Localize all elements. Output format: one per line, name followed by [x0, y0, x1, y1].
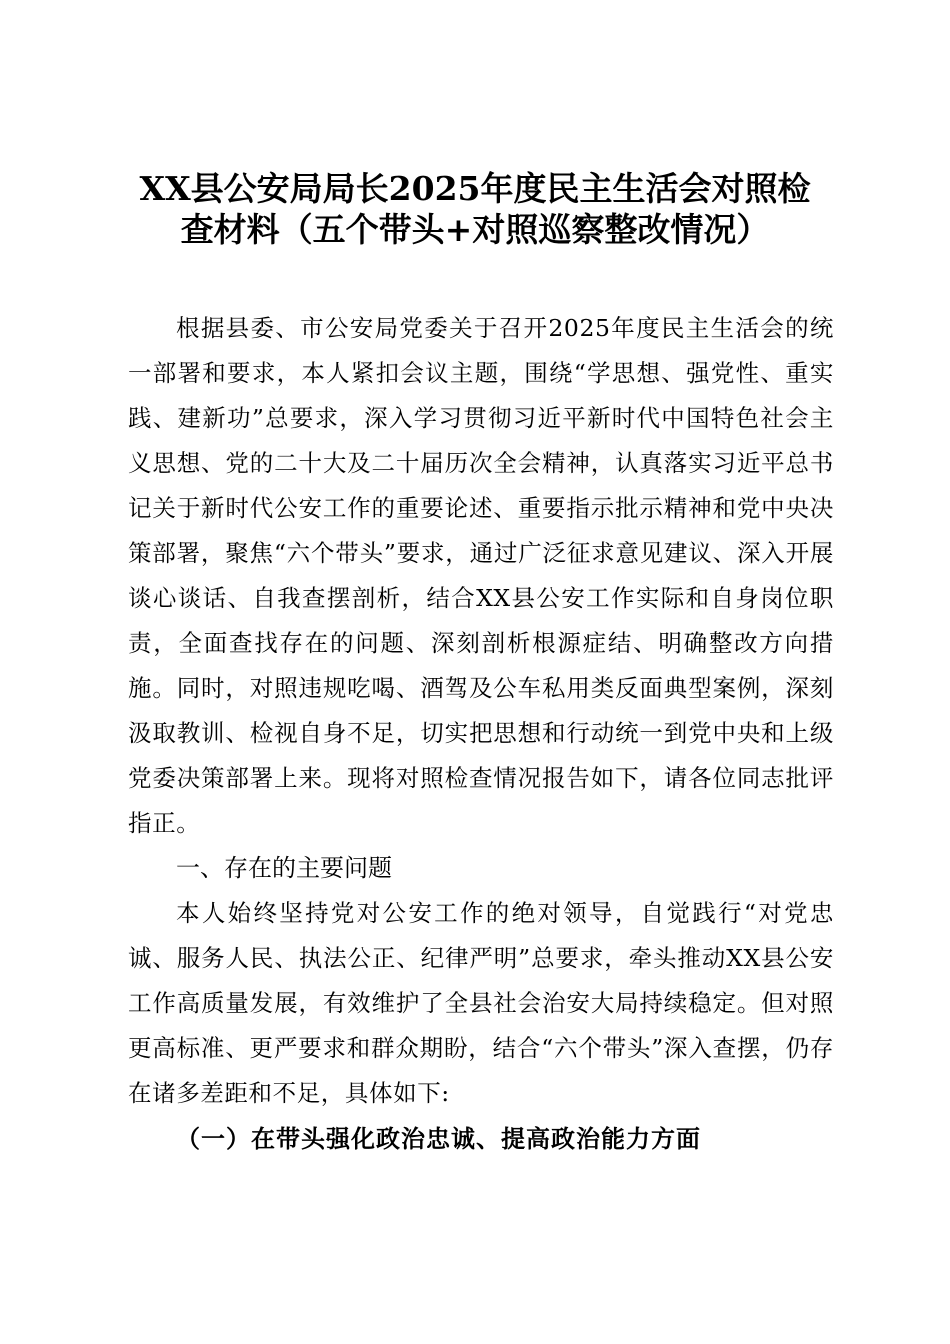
- section-heading-problems: 一、存在的主要问题: [176, 854, 392, 882]
- document-body: [128, 306, 834, 1161]
- subsection-heading-political-loyalty: （一）在带头强化政治忠诚、提高政治能力方面: [176, 1124, 701, 1153]
- document-title: [110, 168, 840, 250]
- section-paragraph-problems: 本人始终坚持党对公安工作的绝对领导，自觉践行“对党忠诚、服务人民、执法公正、纪律严明”总要求，牵头推动XX县公安工作高质量发展，有效维护了全县社会治安大局持续稳定。但对照更高标准、更严要求和群众期盼，结合“六个带头”深入查摆，仍存在诸多差距和不足，具体如下:: [128, 899, 834, 1107]
- intro-paragraph: 根据县委、市公安局党委关于召开2025年度民主生活会的统一部署和要求，本人紧扣会议主题，围绕“学思想、强党性、重实践、建新功”总要求，深入学习贯彻习近平新时代中国特色社会主义思想、党的二十大及二十届历次全会精神，认真落实习近平总书记关于新时代公安工作的重要论述、重要指示批示精神和党中央决策部署，聚焦“六个带头”要求，通过广泛征求意见建议、深入开展谈心谈话、自我查摆剖析，结合XX县公安工作实际和自身岗位职责，全面查找存在的问题、深刻剖析根源症结、明确整改方向措施。同时，对照违规吃喝、酒驾及公车私用类反面典型案例，深刻汲取教训、检视自身不足，切实把思想和行动统一到党中央和上级党委决策部署上来。现将对照检查情况报告如下，请各位同志批评指正。: [128, 314, 834, 837]
- title-line-2: 查材料（五个带头+对照巡察整改情况）: [180, 210, 770, 249]
- title-line-1: XX县公安局局长2025年度民主生活会对照检: [139, 169, 811, 208]
